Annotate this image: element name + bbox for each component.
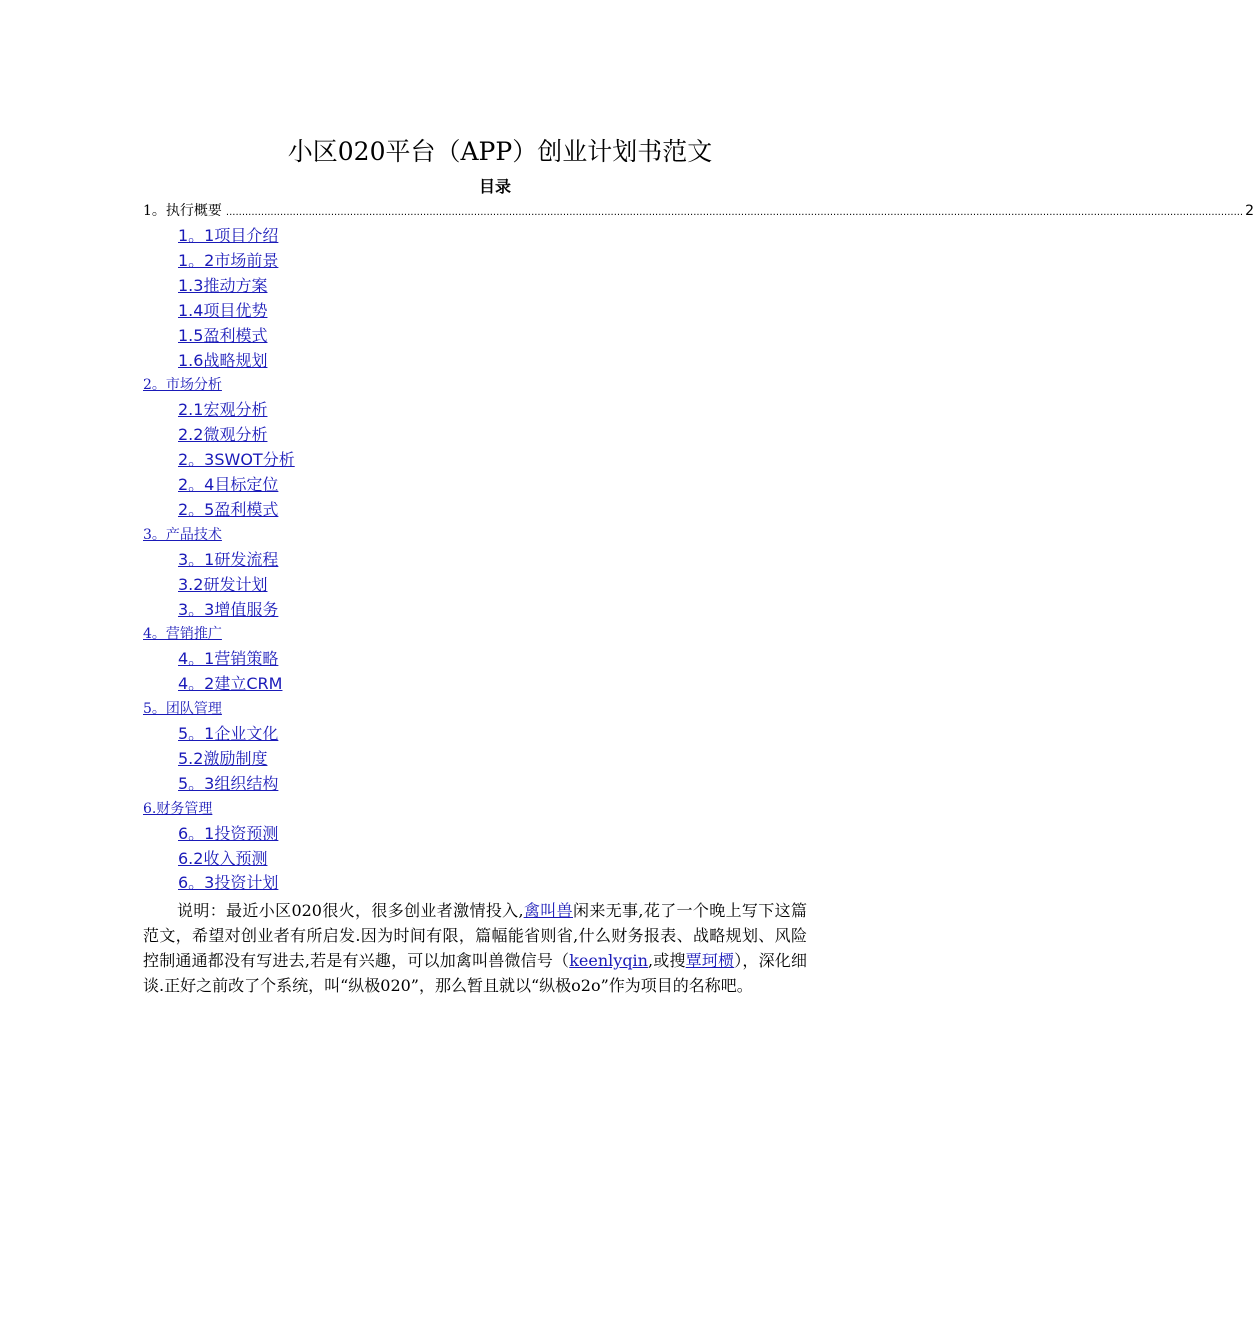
toc-subsection-link[interactable]: 1.5盈利模式: [178, 325, 268, 345]
toc-page-number: 2: [1245, 203, 1254, 219]
toc-entry-executive-summary[interactable]: [143, 199, 1254, 223]
toc-subsection-link[interactable]: 1.6战略规划: [178, 350, 268, 370]
intro-text-1: 说明：最近小区020很火，很多创业者激情投入,: [177, 901, 524, 920]
intro-paragraph: [143, 898, 807, 998]
toc-section-link[interactable]: 6.财务管理: [143, 800, 213, 817]
toc-section-link[interactable]: 3。产品技术: [143, 526, 222, 543]
toc-section-link[interactable]: 4。营销推广: [143, 626, 222, 643]
toc-subsection-link[interactable]: 3.2研发计划: [178, 574, 268, 594]
author-link[interactable]: 禽叫兽: [523, 901, 574, 920]
toc-subsection-link[interactable]: 2。3SWOT分析: [178, 450, 295, 470]
toc-subsection-link[interactable]: 6。3投资计划: [178, 873, 279, 893]
toc-subsection-link[interactable]: 6。1投资预测: [178, 823, 279, 843]
toc-subsection-link[interactable]: 3。1研发流程: [178, 549, 279, 569]
toc-subsection-link[interactable]: 5。3组织结构: [178, 773, 279, 793]
toc-section-link[interactable]: 2。市场分析: [143, 377, 222, 394]
toc-section-link[interactable]: 5。团队管理: [143, 701, 222, 718]
toc-heading: 目录: [478, 177, 511, 196]
intro-text-3: ,或搜: [647, 951, 686, 970]
toc-entry-label: 1。执行概要: [143, 203, 222, 219]
toc-subsection-link[interactable]: 5。1企业文化: [178, 724, 279, 743]
intro-text-2: 闲来无事,花了一个晚上写下这篇范文，希望对创业者有所启发.因为时间有限，篇幅能省则省,什么财务报表、战略规划、风险控制通通都没有写进去,若是有兴趣，可以加禽叫兽微信号（: [143, 901, 807, 970]
toc-subsection-link[interactable]: 2。4目标定位: [178, 475, 279, 494]
toc-subsection-link[interactable]: 1.4项目优势: [178, 300, 268, 320]
toc-subsection-link[interactable]: 6.2收入预测: [178, 848, 268, 868]
intro-text-4: ），深化细谈.正好之前改了个系统，叫“纵极020”，那么暂且就以“纵极o2o”作为项目的名称吧。: [143, 951, 807, 995]
toc-subsection-link[interactable]: 4。1营销策略: [178, 649, 279, 669]
toc-subsection-link[interactable]: 1。2市场前景: [178, 250, 279, 270]
toc-subsection-link[interactable]: 3。3增值服务: [178, 599, 279, 619]
document-title: 小区020平台（APP）创业计划书范文: [287, 137, 713, 166]
wechat-id-link[interactable]: keenlyqin: [569, 951, 648, 970]
toc-subsection-link[interactable]: 1。1项目介绍: [178, 226, 279, 245]
toc-subsection-link[interactable]: 1.3推动方案: [178, 275, 268, 295]
toc-subsection-link[interactable]: 5.2激励制度: [178, 748, 268, 768]
toc-subsection-link[interactable]: 2.1宏观分析: [178, 400, 268, 420]
search-name-link[interactable]: 覃珂槚: [685, 951, 735, 970]
toc-subsection-link[interactable]: 2。5盈利模式: [178, 499, 279, 519]
toc-dot-leader: ................................................................................................................................................................................................................................................................................................................................: [225, 207, 1244, 218]
toc-subsection-link[interactable]: 2.2微观分析: [178, 425, 268, 445]
toc-subsection-link[interactable]: 4。2建立CRM: [178, 674, 283, 694]
